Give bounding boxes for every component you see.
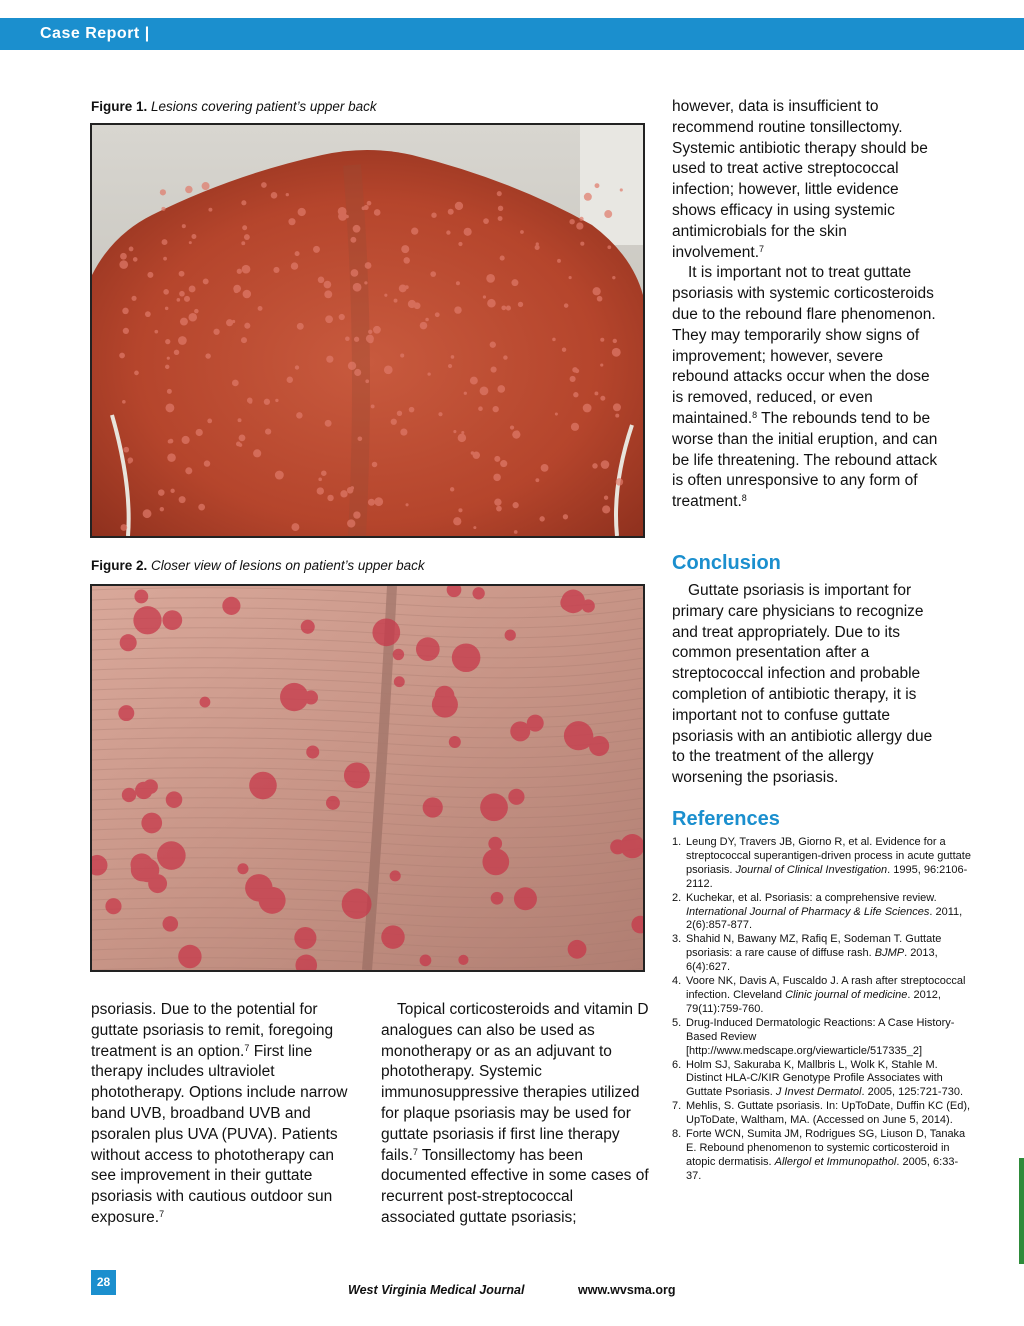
conclusion-paragraph: Guttate psoriasis is important for primary care physicians to recognize and treat appropriately. Due to its common presentation after a streptococcal infection and probable completion of antibiotic therapy, it is important not to confuse guttate psoriasis with an antibiotic allergy due to the treatment of the allergy worsening the psoriasis.	[672, 582, 933, 787]
reference-number: 7.	[672, 1100, 682, 1113]
citation: 8	[752, 409, 758, 420]
citation: 7	[244, 1042, 250, 1053]
footer-url: www.wvsma.org	[578, 1283, 676, 1297]
figure-2-label: Figure 2.	[91, 558, 148, 573]
references-heading: References	[672, 808, 780, 830]
section-label: Case Report |	[40, 25, 150, 42]
reference-text: Mehlis, S. Guttate psoriasis. In: UpToDate, Duffin KC (Ed), UpToDate, Waltham, MA. (Accessed on June 5, 2014).	[686, 1100, 971, 1127]
reference-item	[672, 1128, 972, 1184]
citation: 7	[759, 243, 765, 254]
figure-1-caption	[91, 99, 377, 114]
side-color-strip	[1019, 1158, 1024, 1264]
reference-text: Leung DY, Travers JB, Giorno R, et al. Evidence for a streptococcal superantigen-driven process in acute guttate psoriasis. Journal of Clinical Investigation. 1995, 96:2106-2112.	[686, 836, 971, 890]
reference-text: Voore NK, Davis A, Fuscaldo J. A rash after streptococcal infection. Cleveland Clinic journal of medicine. 2012, 79(11):759-760.	[686, 975, 966, 1015]
figure-1-photo	[90, 123, 645, 538]
reference-number: 3.	[672, 933, 682, 946]
right-p2a: It is important not to treat guttate psoriasis with systemic corticosteroids due to the rebound flare phenomenon. They may temporarily show signs of improvement; however, severe rebound attacks occur when the dose is removed, reduced, or even maintained.	[672, 264, 936, 427]
page-number: 28	[91, 1270, 116, 1295]
reference-number: 8.	[672, 1128, 682, 1141]
middle-column-text	[381, 1000, 649, 1229]
figure-2-text: Closer view of lesions on patient’s upper back	[151, 558, 425, 573]
reference-text: Shahid N, Bawany MZ, Rafiq E, Sodeman T. Guttate psoriasis: a rare cause of diffuse rash. BJMP. 2013, 6(4):627.	[686, 933, 942, 974]
reference-item	[672, 836, 972, 892]
left-text-1: psoriasis. Due to the potential for guttate psoriasis to remit, foregoing treatment is an option.	[91, 1001, 334, 1060]
conclusion-text	[672, 581, 942, 789]
reference-item	[672, 1017, 972, 1059]
reference-item	[672, 1059, 972, 1101]
figure-1-text: Lesions covering patient’s upper back	[151, 99, 377, 114]
header-bar	[0, 18, 1024, 50]
reference-text: Forte WCN, Sumita JM, Rodrigues SG, Liuson D, Tanaka E. Rebound phenomenon to systemic corticosteroid in atopic dermatisis. Allergol et Immunopathol. 2005, 6:33-37.	[686, 1128, 966, 1182]
footer-journal: West Virginia Medical Journal	[348, 1283, 525, 1297]
reference-number: 5.	[672, 1016, 682, 1029]
reference-number: 2.	[672, 891, 682, 904]
reference-number: 1.	[672, 836, 682, 848]
left-column-text	[91, 1000, 351, 1229]
reference-number: 4.	[672, 975, 682, 988]
right-p2b: The rebounds tend to be worse than the initial eruption, and can be life threatening. The rebound attack is often unresponsive to any form of treatment.	[672, 409, 938, 511]
right-p1: however, data is insufficient to recommend routine tonsillectomy. Systemic antibiotic therapy should be used to treat active streptococcal infection; however, little evidence shows efficacy in using systemic antimicrobials for the skin involvement.	[672, 98, 928, 261]
reference-text: Kuchekar, et al. Psoriasis: a comprehensive review. International Journal of Pharmacy & Life Sciences. 2011, 2(6):857-877.	[686, 891, 963, 932]
reference-item	[672, 1100, 972, 1128]
figure-1-label: Figure 1.	[91, 99, 148, 114]
left-text-2: First line therapy includes ultraviolet phototherapy. Options include narrow band UVB, broadband UVB and psoralen plus UVA (PUVA). Patients without access to phototherapy can see improvement in their guttate psoriasis with cautious outdoor sun exposure.	[91, 1042, 348, 1226]
citation: 8	[741, 493, 747, 504]
figure-2-photo	[90, 584, 645, 972]
reference-number: 6.	[672, 1058, 682, 1071]
reference-text: Drug-Induced Dermatologic Reactions: A Case History-Based Review [http://www.medscape.org/viewarticle/517335_2]	[686, 1016, 955, 1057]
reference-text: Holm SJ, Sakuraba K, Mallbris L, Wolk K, Stahle M. Distinct HLA-C/KIR Genotype Profile Associates with Guttate Psoriasis. J Invest Dermatol. 2005, 125:721-730.	[686, 1058, 963, 1099]
reference-item	[672, 933, 972, 975]
mid-text-2: Tonsillectomy has been documented effective in some cases of recurrent post-streptococcal associated guttate psoriasis;	[381, 1146, 649, 1226]
mid-text-1: Topical corticosteroids and vitamin D analogues can also be used as monotherapy or as an adjuvant to phototherapy. Systemic immunosuppressive therapies utilized for plaque psoriasis may be used for guttate psoriasis if first line therapy fails.	[381, 1001, 649, 1164]
reference-item	[672, 892, 972, 934]
citation: 7	[412, 1146, 418, 1157]
conclusion-heading: Conclusion	[672, 552, 781, 574]
figure-2-caption	[91, 558, 425, 573]
right-column-text	[672, 97, 942, 513]
reference-item	[672, 975, 972, 1017]
references-list	[672, 836, 972, 1184]
citation: 7	[159, 1208, 165, 1219]
